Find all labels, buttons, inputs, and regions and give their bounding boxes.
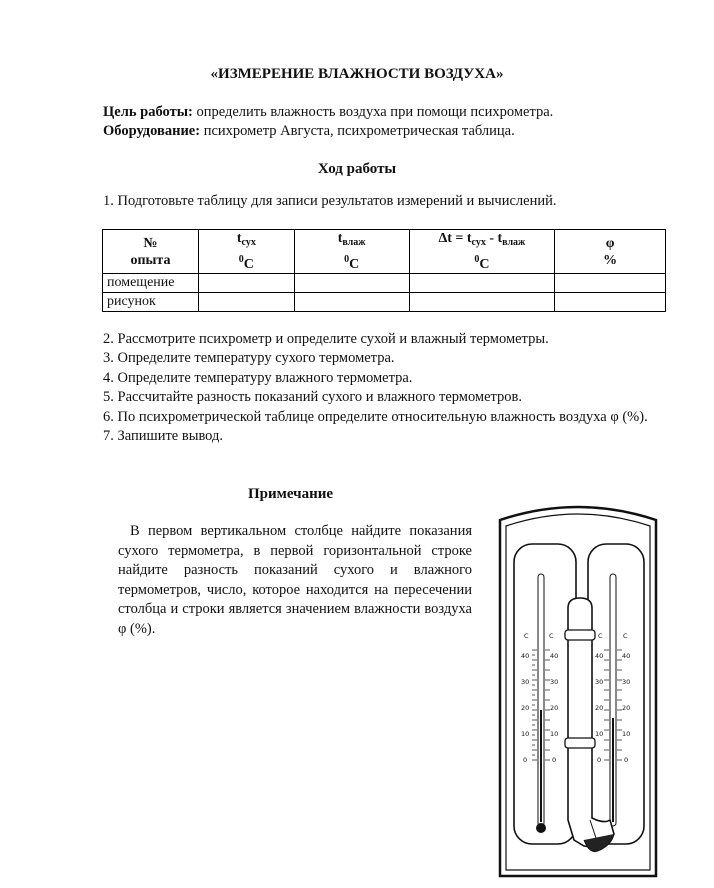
svg-text:20: 20 bbox=[595, 704, 604, 712]
header-temperature-difference: $\Delta t = t_{сух} - t_{влаж}$ $^0$C bbox=[409, 230, 555, 274]
step-7: 7. Запишите вывод. bbox=[103, 428, 224, 445]
header-experiment-number: № опыта bbox=[103, 230, 199, 274]
header-dry-temperature: $t_{сух}$ $^0$C bbox=[198, 230, 294, 274]
table-cell bbox=[555, 293, 666, 312]
step-3: 3. Определите температуру сухого термометра. bbox=[103, 350, 395, 367]
step-5: 5. Рассчитайте разность показаний сухого и влажного термометров. bbox=[103, 389, 523, 406]
svg-text:40: 40 bbox=[595, 652, 604, 660]
svg-text:0: 0 bbox=[552, 756, 557, 764]
svg-text:0: 0 bbox=[523, 756, 528, 764]
equipment-label: Оборудование: bbox=[103, 123, 201, 139]
svg-text:10: 10 bbox=[622, 730, 631, 738]
table-header-row bbox=[103, 230, 666, 274]
table-cell bbox=[409, 293, 555, 312]
table-cell bbox=[294, 293, 409, 312]
svg-text:10: 10 bbox=[550, 730, 559, 738]
svg-text:C: C bbox=[524, 632, 529, 640]
step-1: 1. Подготовьте таблицу для записи результатов измерений и вычислений. bbox=[103, 193, 557, 209]
table-row bbox=[103, 274, 666, 293]
table-cell bbox=[198, 274, 294, 293]
psychrometer-illustration bbox=[494, 500, 662, 884]
equipment-line bbox=[103, 122, 663, 141]
steps-list bbox=[103, 330, 661, 446]
svg-text:0: 0 bbox=[624, 756, 629, 764]
goal-line bbox=[103, 103, 663, 122]
row-label-room: помещение bbox=[103, 274, 199, 293]
svg-text:C: C bbox=[623, 632, 628, 640]
goal-text: определить влажность воздуха при помощи психрометра. bbox=[192, 104, 554, 120]
svg-text:20: 20 bbox=[521, 704, 530, 712]
svg-text:10: 10 bbox=[521, 730, 530, 738]
svg-text:40: 40 bbox=[622, 652, 631, 660]
equipment-text: психрометр Августа, психрометрическая таблица. bbox=[200, 123, 515, 139]
table-cell bbox=[294, 274, 409, 293]
svg-text:20: 20 bbox=[622, 704, 631, 712]
svg-text:30: 30 bbox=[622, 678, 631, 686]
svg-text:30: 30 bbox=[550, 678, 559, 686]
step-6: 6. По психрометрической таблице определите относительную влажность воздуха φ (%). bbox=[103, 408, 648, 425]
svg-text:0: 0 bbox=[597, 756, 602, 764]
svg-text:C: C bbox=[549, 632, 554, 640]
header-humidity: φ % bbox=[555, 230, 666, 274]
results-table bbox=[102, 229, 666, 312]
goal-label: Цель работы: bbox=[103, 104, 193, 120]
svg-text:30: 30 bbox=[521, 678, 530, 686]
procedure-heading: Ход работы bbox=[317, 161, 397, 177]
dry-thermometer-bulb bbox=[536, 823, 546, 833]
svg-text:10: 10 bbox=[595, 730, 604, 738]
note-heading: Примечание bbox=[248, 486, 334, 502]
svg-text:40: 40 bbox=[521, 652, 530, 660]
row-label-picture: рисунок bbox=[103, 293, 199, 312]
svg-text:30: 30 bbox=[595, 678, 604, 686]
dry-thermometer-panel bbox=[514, 544, 576, 844]
header-wet-temperature: $t_{влаж}$ $^0$C bbox=[294, 230, 409, 274]
table-row bbox=[103, 293, 666, 312]
svg-text:20: 20 bbox=[550, 704, 559, 712]
table-cell bbox=[555, 274, 666, 293]
page-title: «ИЗМЕРЕНИЕ ВЛАЖНОСТИ ВОЗДУХА» bbox=[210, 66, 504, 82]
svg-text:C: C bbox=[598, 632, 603, 640]
svg-text:40: 40 bbox=[550, 652, 559, 660]
table-cell bbox=[409, 274, 555, 293]
note-text: В первом вертикальном столбце найдите показания сухого термометра, в первой горизонтальной строке найдите разность показаний сухого и влажного термометров, число, которое находится на пересечении столбца и строки является значением влажности воздуха φ (%). bbox=[118, 523, 472, 637]
step-2: 2. Рассмотрите психрометр и определите сухой и влажный термометры. bbox=[103, 331, 549, 347]
step-4: 4. Определите температуру влажного термометра. bbox=[103, 369, 413, 386]
table-cell bbox=[198, 293, 294, 312]
